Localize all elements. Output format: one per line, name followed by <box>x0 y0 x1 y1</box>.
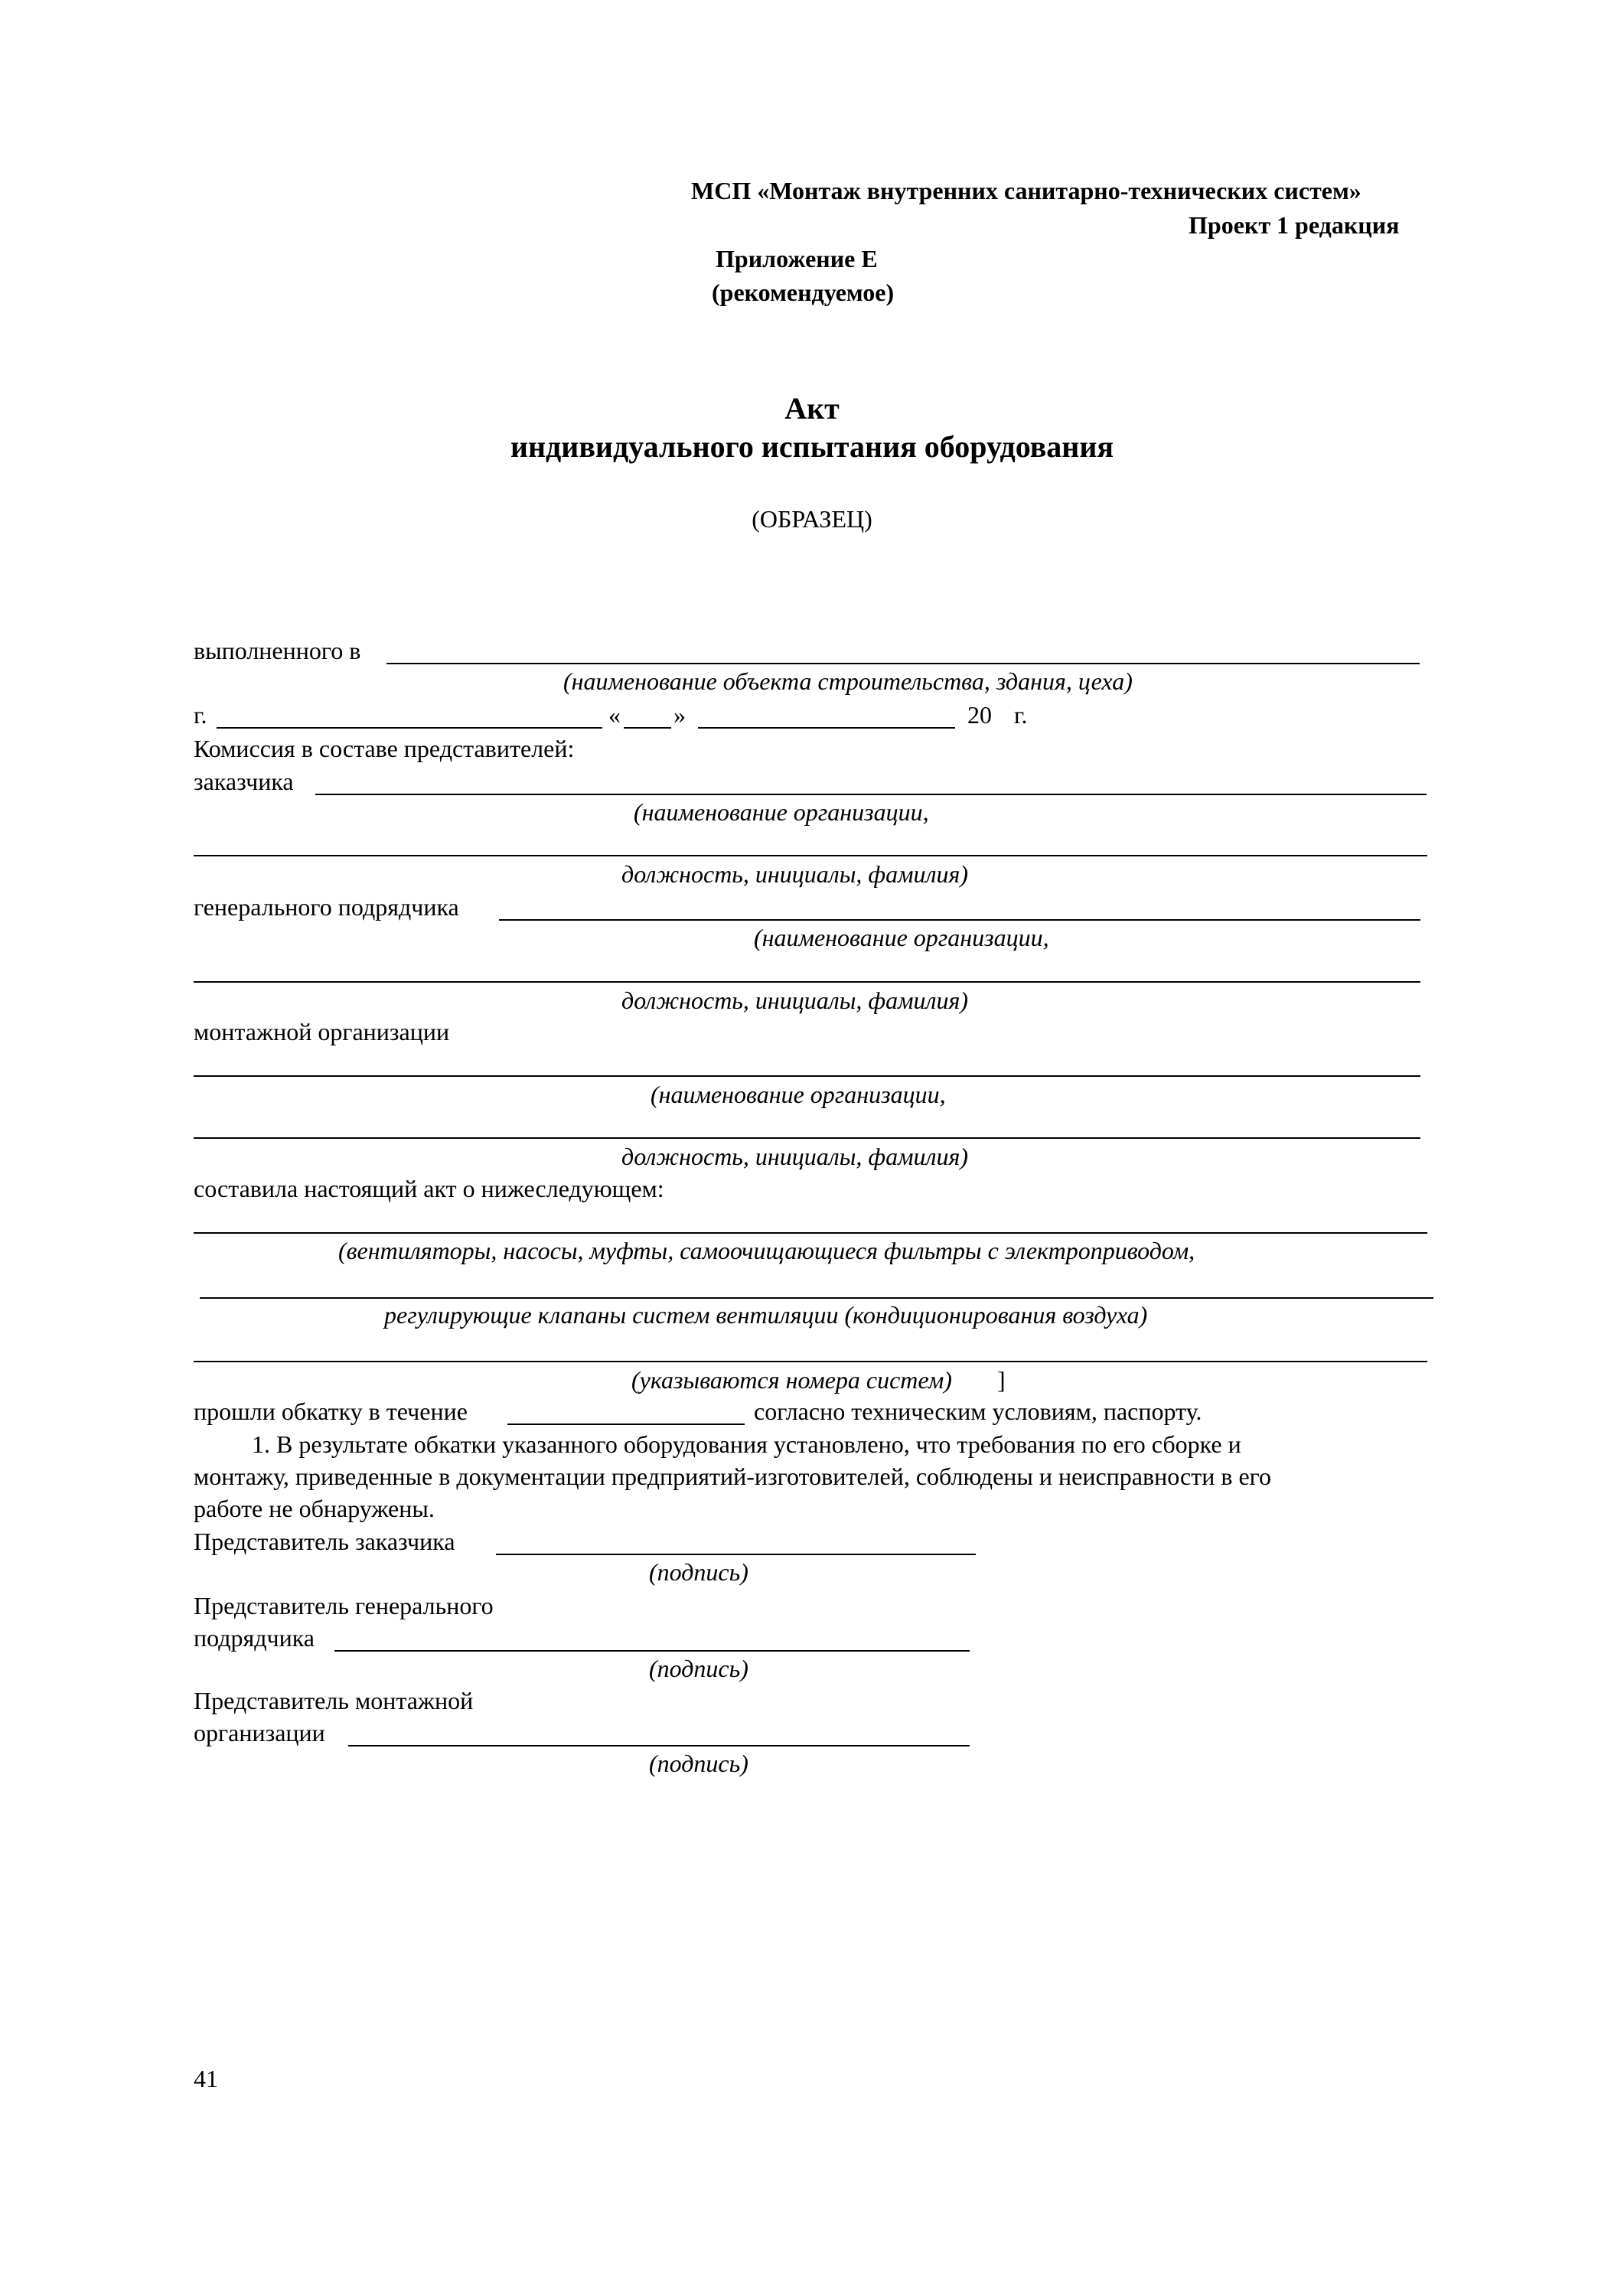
year-suffix: г. <box>1014 701 1028 729</box>
result-paragraph-line3: работе не обнаружены. <box>194 1495 435 1522</box>
installer-person-line[interactable] <box>194 1137 1420 1139</box>
city-line[interactable] <box>217 727 602 729</box>
installer-rep-signature-hint: (подпись) <box>649 1750 748 1777</box>
general-rep-signature-hint: (подпись) <box>649 1655 748 1682</box>
customer-rep-label: Представитель заказчика <box>194 1528 455 1555</box>
page-number: 41 <box>194 2065 218 2092</box>
month-line[interactable] <box>698 727 955 729</box>
act-title: Акт <box>784 391 840 426</box>
city-label: г. <box>194 701 207 729</box>
run-in-conditions: согласно техническим условиям, паспорту. <box>754 1397 1202 1425</box>
general-contractor-person-line[interactable] <box>194 981 1420 983</box>
installer-org-hint: (наименование организации, <box>651 1081 946 1108</box>
performed-in-label: выполненного в <box>194 637 361 664</box>
equipment-line-2[interactable] <box>200 1297 1433 1299</box>
customer-person-hint: должность, инициалы, фамилия) <box>621 860 968 888</box>
equipment-hint-1: (вентиляторы, насосы, муфты, самоочищающиеся фильтры с электроприводом, <box>338 1237 1195 1264</box>
systems-hint: (указываются номера систем) <box>631 1366 952 1394</box>
act-subtitle: индивидуального испытания оборудования <box>510 429 1114 464</box>
result-paragraph-line1: 1. В результате обкатки указанного оборудования установлено, что требования по его сборке и <box>252 1430 1241 1458</box>
run-in-duration-line[interactable] <box>507 1424 745 1425</box>
compiled-label: составила настоящий акт о нижеследующем: <box>194 1175 664 1202</box>
general-contractor-org-line[interactable] <box>499 919 1420 921</box>
equipment-line-1[interactable] <box>194 1232 1427 1234</box>
year-prefix: 20 <box>967 701 992 729</box>
general-contractor-label: генерального подрядчика <box>194 893 459 921</box>
day-quote-close: » <box>673 701 686 729</box>
customer-label: заказчика <box>194 768 294 795</box>
general-contractor-person-hint: должность, инициалы, фамилия) <box>621 987 968 1014</box>
header-standard-title: МСП «Монтаж внутренних санитарно-технических систем» <box>691 177 1361 204</box>
general-rep-label-line1: Представитель генерального <box>194 1592 494 1619</box>
run-in-label: прошли обкатку в течение <box>194 1397 468 1425</box>
general-contractor-org-hint: (наименование организации, <box>754 924 1049 951</box>
customer-signature-hint: (подпись) <box>649 1558 748 1586</box>
object-name-line[interactable] <box>386 663 1420 664</box>
commission-label: Комиссия в составе представителей: <box>194 735 575 762</box>
customer-person-line[interactable] <box>194 855 1427 856</box>
installer-rep-signature-line[interactable] <box>348 1745 970 1746</box>
sample-label: (ОБРАЗЕЦ) <box>752 505 872 533</box>
result-paragraph-line2: монтажу, приведенные в документации предприятий-изготовителей, соблюдены и неисправности в его <box>194 1463 1271 1490</box>
day-line[interactable] <box>624 727 671 729</box>
installer-org-line[interactable] <box>194 1075 1420 1077</box>
appendix-label: Приложение Е <box>716 245 878 272</box>
customer-org-hint: (наименование организации, <box>634 798 929 826</box>
installer-label: монтажной организации <box>194 1018 450 1045</box>
systems-line[interactable] <box>194 1361 1427 1362</box>
general-rep-signature-line[interactable] <box>334 1650 970 1652</box>
customer-org-line[interactable] <box>315 794 1427 795</box>
installer-rep-label-line2: организации <box>194 1719 325 1746</box>
equipment-hint-2: регулирующие клапаны систем вентиляции (кондиционирования воздуха) <box>384 1301 1148 1329</box>
day-quote-open: « <box>608 701 621 729</box>
object-name-hint: (наименование объекта строительства, здания, цеха) <box>563 667 1133 695</box>
appendix-recommended: (рекомендуемое) <box>712 279 895 306</box>
general-rep-label-line2: подрядчика <box>194 1624 315 1652</box>
header-draft-edition: Проект 1 редакция <box>1189 211 1400 239</box>
installer-rep-label-line1: Представитель монтажной <box>194 1687 474 1714</box>
customer-signature-line[interactable] <box>496 1554 976 1555</box>
systems-bracket: ] <box>997 1366 1006 1394</box>
installer-person-hint: должность, инициалы, фамилия) <box>621 1143 968 1170</box>
